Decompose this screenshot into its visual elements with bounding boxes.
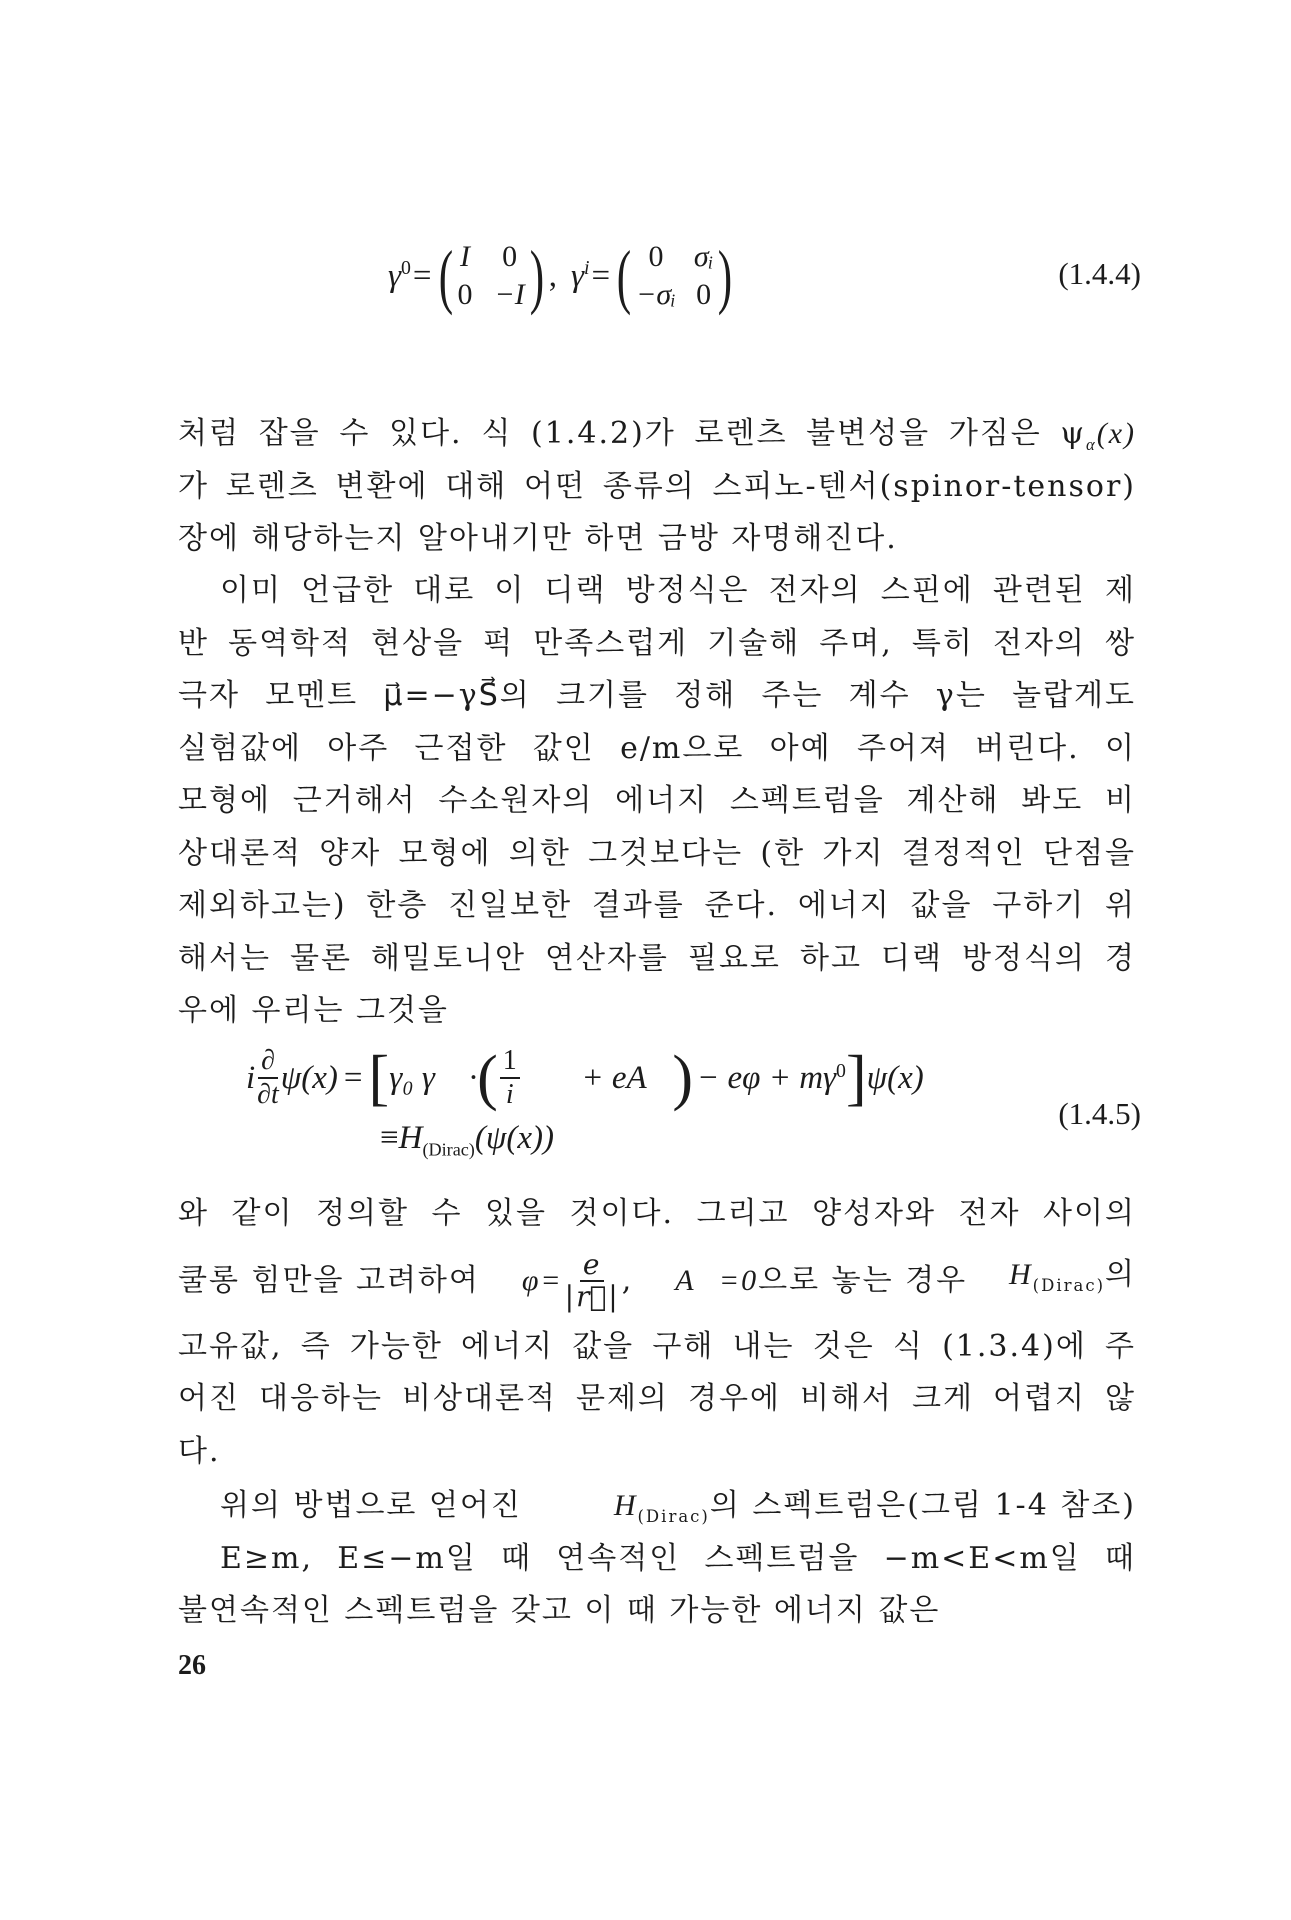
text-line: 모형에 근거해서 수소원자의 에너지 스펙트럼을 계산해 봐도 비 <box>178 783 1136 818</box>
text-line: 장에 해당하는지 알아내기만 하면 금방 자명해진다. <box>178 521 898 556</box>
equation-line-2: $\equiv H_{(Dirac)}(\psi(x))$ <box>380 1120 554 1160</box>
paragraph-1 <box>178 408 1136 566</box>
book-page: $\gamma^0$ = ( I 0 0 −I ) , $\gamma^i$ = ( 0 σᵢ −σᵢ 0 ) (1.4.4) 처럼 잡을 수 있다. 식 (1.4.2)가 로렌츠 불변성을 가짐은 $\psi_\alpha(x)$ 가 로렌츠 변환에 대해 어떤 종류의 스피노-텐서(spinor-tensor) 장에 해당하는지 알아내기만 하면 금방 자명해진다. 이미 언급한 대로 이 디랙 방정식은 전자의 스핀에 관련된 제 반 동역학적 현상을 퍽 만족스럽게 기술해 주며, 특히 전자의 쌍 극자 모멘트 μ⃗=−γS⃗의 크기를 정해 주는 계수 γ는 놀랍게도 실험값에 아주 근접한 값인 e/m으로 아예 주어져 버린다. 이 모형에 근거해서 수소원자의 에너지 스펙트럼을 계산해 봐도 비 상대론적 양자 모형에 의한 그것보다는 (한 가지 결정적인 단점을 제외하고는) 한층 진일보한 결과를 준다. 에너지 값을 구하기 위 해서는 물론 해밀토니안 연산자를 필요로 하고 디랙 방정식의 경 우에 우리는 그것을 i $\frac{\partial}{\partial t}$ ψ(x) = [ γ₀ γ⃗ · ( $\frac{1}{i}$ ∇⃗ + eA⃗ ) − eφ + mγ $^0$ ] ψ(x) $\equiv H_{(Dirac)}(\psi(x))$ (1.4.5) 와 같이 정의할 수 있을 것이다. 그리고 양성자와 전자 사이의 쿨롱 힘만을 고려하여 φ= $\frac{e}{|r⃗|}$ , A⃗=0으로 놓는 경우 $H_{(Dirac)}$의 고유값, 즉 가능한 에너지 값을 구해 내는 것은 식 (1.3.4)에 주 어진 대응하는 비상대론적 문제의 경우에 비해서 크게 어렵지 않 다. 위의 방법으로 얻어진 $H_{(Dirac)}$의 스펙트럼은(그림 1-4 참조) E≥m, E≤−m일 때 연속적인 스펙트럼을 −m<E<m일 때 불연속적인 스펙트럼을 갖고 이 때 가능한 에너지 값은 26 <box>0 0 1291 1920</box>
page-number: 26 <box>178 1650 206 1681</box>
text-line: 불연속적인 스펙트럼을 갖고 이 때 가능한 에너지 값은 <box>178 1593 941 1628</box>
text-line: 가 로렌츠 변환에 대해 어떤 종류의 스피노-텐서(spinor-tensor) <box>178 468 1136 504</box>
gamma-i: $\gamma^i$ <box>570 257 590 294</box>
text-line: 다. <box>178 1433 221 1469</box>
text-line: 이미 언급한 대로 이 디랙 방정식은 전자의 스핀에 관련된 제 <box>220 573 1136 608</box>
text-line: E≥m, E≤−m일 때 연속적인 스펙트럼을 −m<E<m일 때 <box>220 1540 1136 1576</box>
equation-1-4-5: i $\frac{\partial}{\partial t}$ ψ(x) = [ γ₀ γ⃗ · ( $\frac{1}{i}$ ∇⃗ + eA⃗ ) − eφ + mγ $^0$ ] ψ(x) $\equiv H_{(Dirac)}(\psi(x))$ (1.4.5) <box>246 1044 1141 1160</box>
equation-number: (1.4.5) <box>1058 1096 1141 1131</box>
text-line: 위의 방법으로 얻어진 $H_{(Dirac)}$의 스펙트럼은(그림 1-4 참조) <box>220 1488 1136 1526</box>
text-line: 제외하고는) 한층 진일보한 결과를 준다. 에너지 값을 구하기 위 <box>178 888 1136 923</box>
text-line: 해서는 물론 해밀토니안 연산자를 필요로 하고 디랙 방정식의 경 <box>178 940 1136 976</box>
paragraph-3 <box>178 1188 1136 1478</box>
text-line: 처럼 잡을 수 있다. 식 (1.4.2)가 로렌츠 불변성을 가짐은 $\psi_\alpha(x)$ <box>178 416 1136 454</box>
text-line: 고유값, 즉 가능한 에너지 값을 구해 내는 것은 식 (1.3.4)에 주 <box>178 1328 1136 1364</box>
equation-number: (1.4.4) <box>1058 256 1141 291</box>
text-line: 와 같이 정의할 수 있을 것이다. 그리고 양성자와 전자 사이의 <box>178 1196 1136 1231</box>
text-line: 쿨롱 힘만을 고려하여 φ= $\frac{e}{|r⃗|}$ , A⃗=0으로 놓는 경우 $H_{(Dirac)}$의 <box>178 1247 1136 1313</box>
paragraph-4 <box>178 1480 1136 1638</box>
text-line: 반 동역학적 현상을 퍽 만족스럽게 기술해 주며, 특히 전자의 쌍 <box>178 625 1136 661</box>
text-line: 상대론적 양자 모형에 의한 그것보다는 (한 가지 결정적인 단점을 <box>178 835 1136 871</box>
text-line: 어진 대응하는 비상대론적 문제의 경우에 비해서 크게 어렵지 않 <box>178 1381 1136 1416</box>
text-line: 우에 우리는 그것을 <box>178 993 449 1028</box>
text-line: 극자 모멘트 μ⃗=−γS⃗의 크기를 정해 주는 계수 γ는 놀랍게도 <box>178 678 1136 713</box>
paragraph-2 <box>178 565 1136 1038</box>
matrix-gamma-i: ( 0 σᵢ −σᵢ 0 ) <box>616 236 733 316</box>
matrix-gamma-zero: ( I 0 0 −I ) <box>438 236 544 316</box>
gamma-zero: $\gamma^0$ <box>388 257 411 294</box>
text-line: 실험값에 아주 근접한 값인 e/m으로 아예 주어져 버린다. 이 <box>178 730 1136 766</box>
